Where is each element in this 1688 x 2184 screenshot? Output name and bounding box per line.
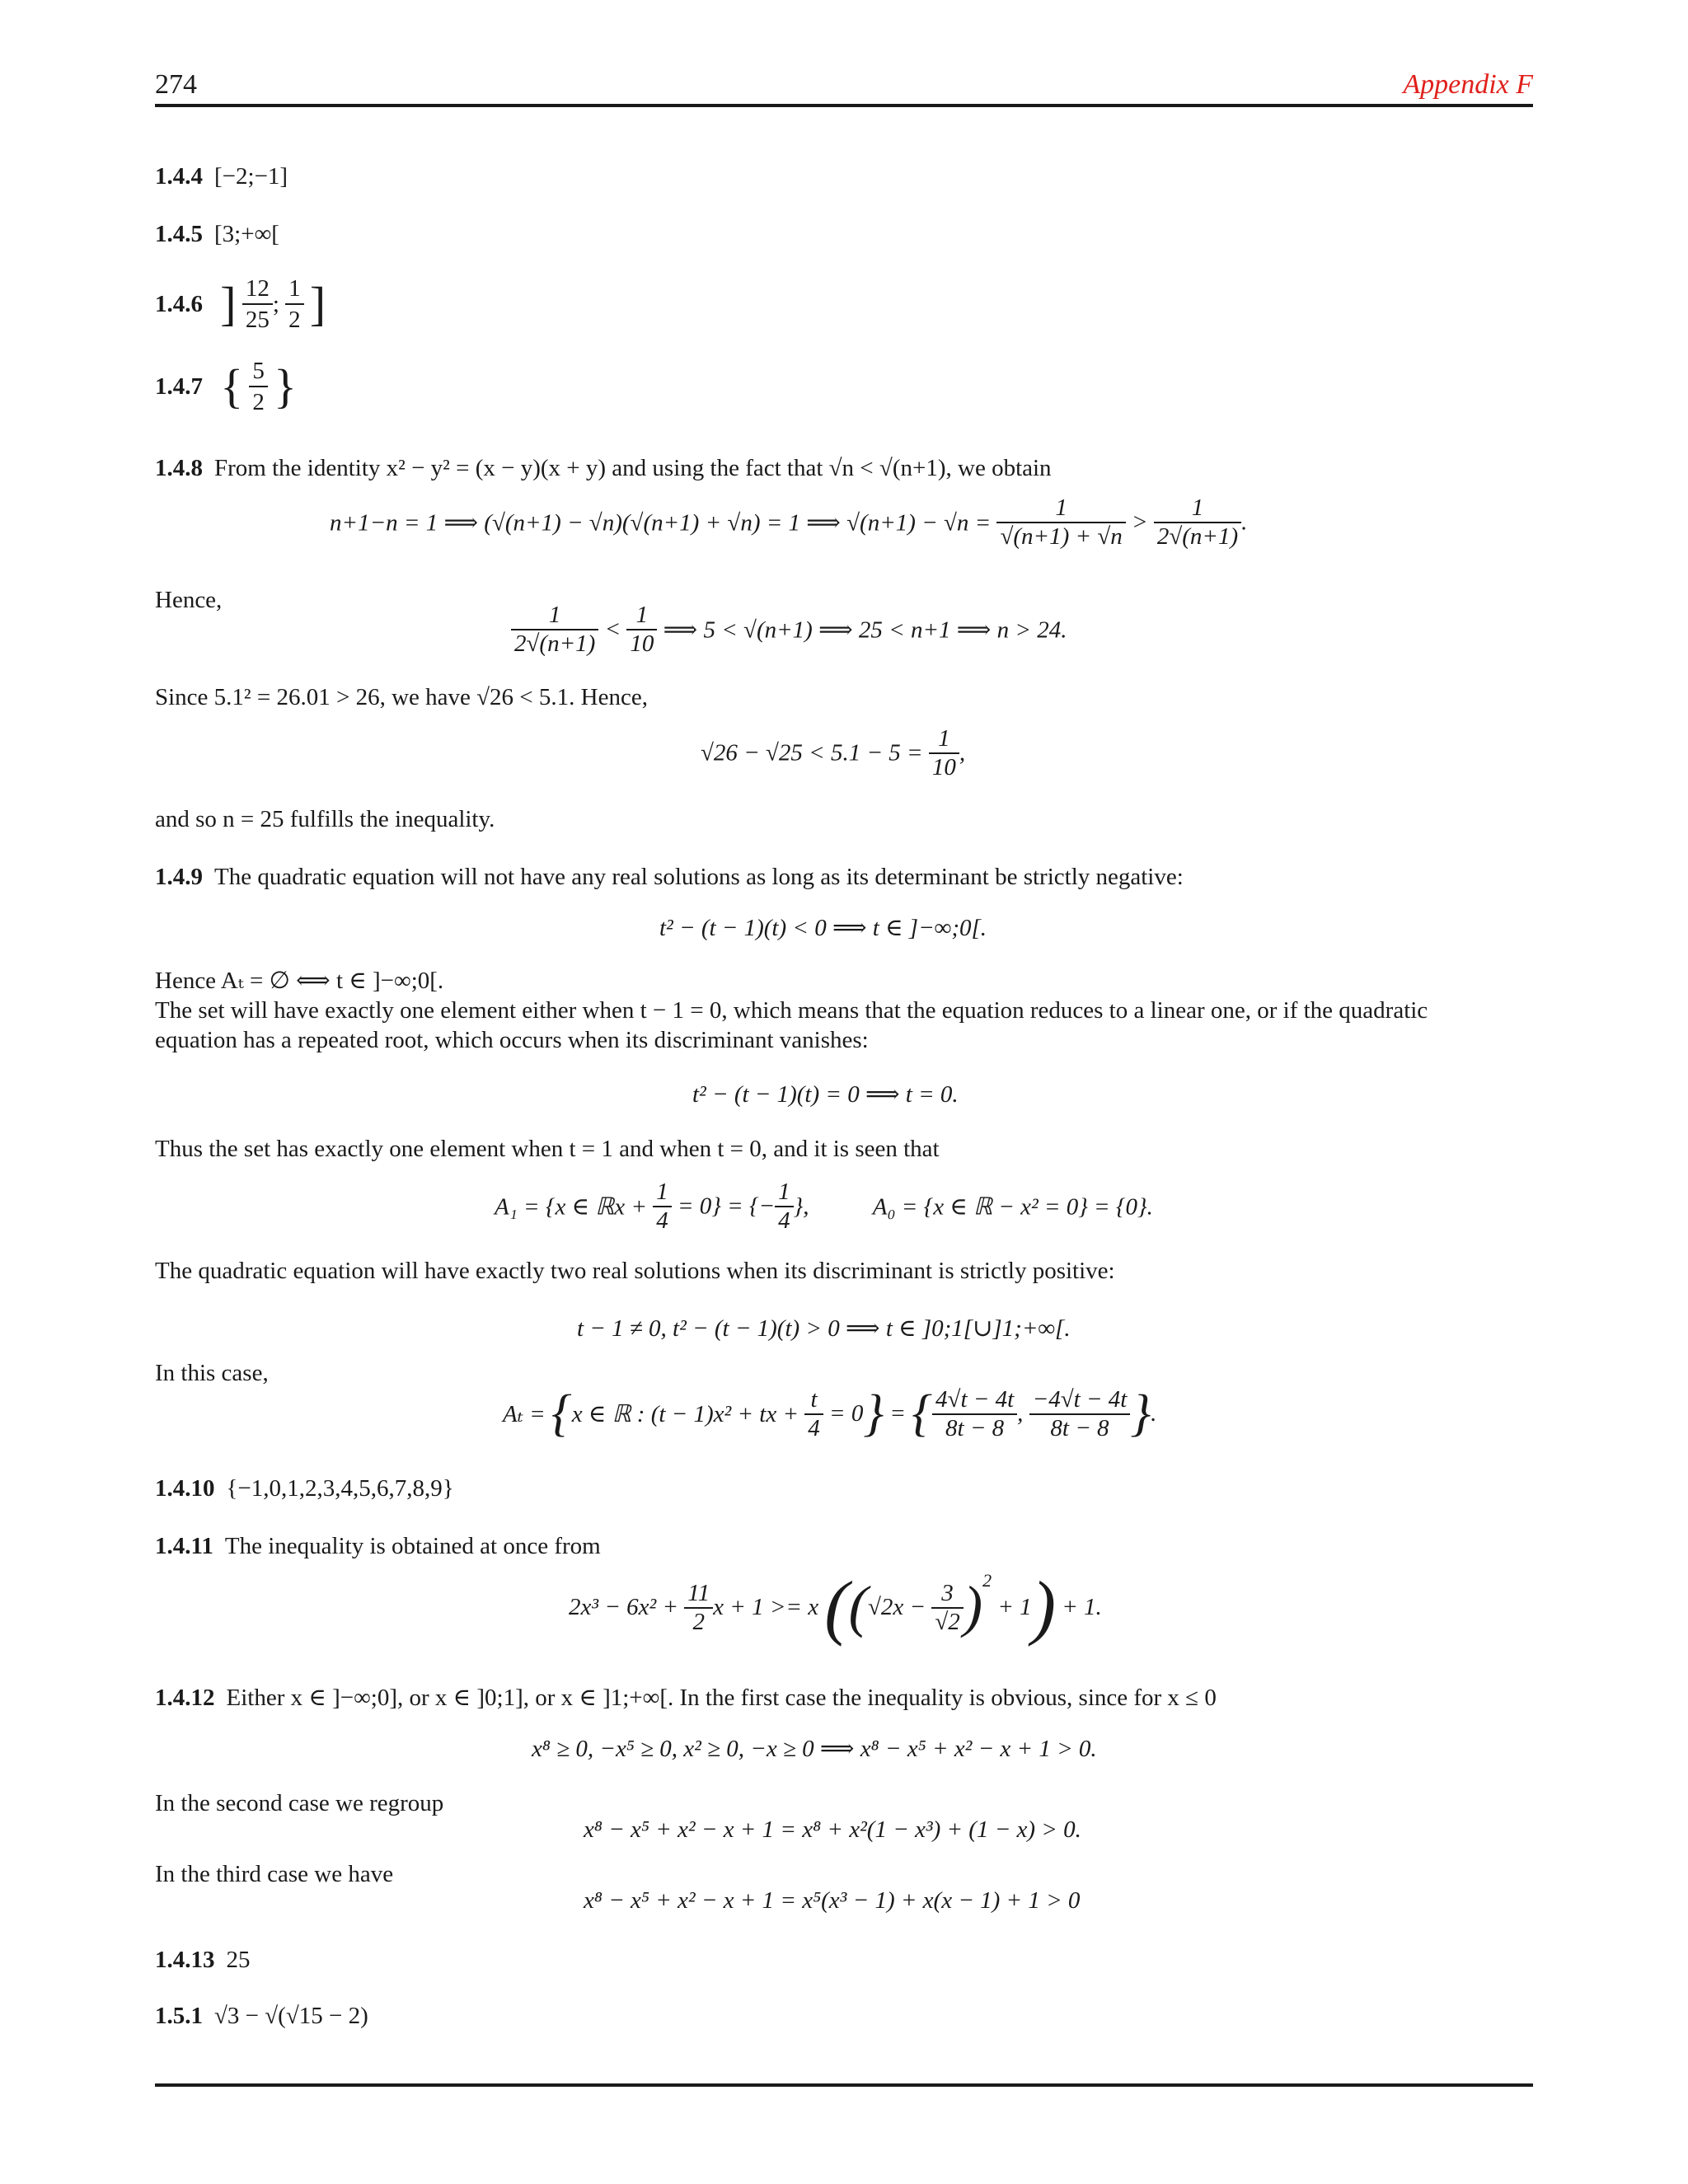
punctuation: .	[1241, 509, 1248, 536]
paragraph-line: In this case,	[155, 1360, 269, 1386]
answer-1-4-13	[155, 1945, 251, 1975]
equation-text: },	[793, 1193, 809, 1220]
fraction: $\frac{5}{2}$	[249, 356, 268, 418]
answer-label: 1.4.8	[155, 455, 203, 481]
fraction: $\frac{1}{4}$	[775, 1179, 794, 1235]
paragraph-line: In the second case we regroup	[155, 1790, 444, 1816]
paragraph-line: equation has a repeated root, which occurs when its discriminant vanishes:	[155, 1027, 869, 1053]
fraction: $\frac{11}{2}$	[684, 1580, 713, 1636]
answer-label: 1.5.1	[155, 2003, 203, 2029]
problem-1-4-11-intro	[155, 1531, 601, 1561]
equation-text: 2x³ − 6x² +	[569, 1594, 679, 1620]
close-paren: )	[963, 1575, 983, 1639]
operator: =	[889, 1400, 906, 1427]
answer-1-5-1	[155, 2001, 368, 2031]
answer-label: 1.4.11	[155, 1533, 213, 1559]
fraction: $\frac{1}{10}$	[626, 602, 657, 658]
answer-label: 1.4.9	[155, 864, 203, 890]
answer-label: 1.4.10	[155, 1475, 215, 1502]
equation-1-4-9-e	[503, 1385, 1156, 1443]
paragraph-line: In the third case we have	[155, 1861, 394, 1887]
answer-text: [3;+∞[	[214, 221, 279, 247]
paragraph: Either x ∈ ]−∞;0], or x ∈ ]0;1], or x ∈ ]1;+∞[. In the first case the inequality is obvious, since for x ≤ 0	[226, 1685, 1217, 1711]
problem-1-4-12-intro	[155, 1683, 1217, 1713]
answer-text: 25	[226, 1947, 251, 1973]
equation-text: x ∈ ℝ : (t − 1)x² + tx +	[571, 1401, 799, 1427]
answer-label: 1.4.7	[155, 373, 203, 401]
answer-1-4-4	[155, 162, 288, 191]
equation-text: √2x −	[867, 1594, 926, 1620]
fraction: $\frac{-4√t - 4t}{8t - 8}$	[1029, 1386, 1131, 1442]
answer-label: 1.4.5	[155, 221, 203, 247]
page-number: 274	[155, 69, 197, 100]
equation-1-4-8-a	[330, 494, 1247, 551]
answer-label: 1.4.12	[155, 1685, 215, 1711]
equation-text: n+1−n = 1 ⟹ (√(n+1) − √n)(√(n+1) + √n) = 1 ⟹ √(n+1) − √n =	[330, 509, 992, 537]
equation-1-4-9-a: t² − (t − 1)(t) < 0 ⟹ t ∈ ]−∞;0[.	[659, 915, 987, 941]
open-brace: {	[220, 359, 244, 413]
operator: >	[1132, 509, 1148, 536]
equation-1-4-8-c	[701, 725, 965, 781]
open-paren: (	[848, 1575, 868, 1639]
paragraph: From the identity x² − y² = (x − y)(x + y) and using the fact that √n < √(n+1), we obtain	[214, 455, 1052, 481]
equation-text: A₁ = {x ∈ ℝx +	[495, 1193, 647, 1221]
equation-text: √26 − √25 < 5.1 − 5 =	[701, 739, 923, 766]
equation-text: ⟹ 5 < √(n+1) ⟹ 25 < n+1 ⟹ n > 24.	[663, 616, 1067, 644]
header-rule	[155, 104, 1533, 107]
answer-1-4-10	[155, 1474, 454, 1503]
open-brace: {	[912, 1385, 933, 1441]
equation-1-4-8-b	[511, 602, 1067, 658]
problem-1-4-8-intro	[155, 453, 1052, 483]
separator: ;	[272, 291, 279, 318]
paragraph-since: Since 5.1² = 26.01 > 26, we have √26 < 5.1. Hence,	[155, 684, 648, 710]
equation-1-4-12-b: x⁸ − x⁵ + x² − x + 1 = x⁸ + x²(1 − x³) + (1 − x) > 0.	[584, 1816, 1081, 1843]
paragraph-line: Hence Aₜ = ∅ ⟺ t ∈ ]−∞;0[.	[155, 968, 444, 994]
open-paren: (	[824, 1568, 849, 1647]
answer-text: √3 − √(√15 − 2)	[214, 2003, 368, 2029]
equation-text: + 1	[997, 1594, 1032, 1620]
close-paren: )	[1031, 1568, 1056, 1647]
equation-text: + 1.	[1062, 1594, 1102, 1620]
equation-text: x + 1 >= x	[713, 1594, 819, 1620]
paragraph: The quadratic equation will not have any real solutions as long as its determinant be strictly negative:	[214, 864, 1184, 890]
open-brace: {	[551, 1385, 572, 1441]
close-brace: }	[1130, 1385, 1151, 1441]
answer-1-4-7	[155, 356, 297, 418]
paragraph-line: The quadratic equation will have exactly two real solutions when its discriminant is strictly positive:	[155, 1258, 1115, 1284]
fraction: $\frac{t}{4}$	[804, 1386, 823, 1442]
fraction: $\frac{3}{√2}$	[931, 1580, 963, 1636]
close-brace: }	[863, 1385, 884, 1441]
footer-rule	[155, 2083, 1533, 2087]
equation-1-4-9-d: t − 1 ≠ 0, t² − (t − 1)(t) > 0 ⟹ t ∈ ]0;1[∪]1;+∞[.	[577, 1315, 1071, 1342]
exponent: 2	[982, 1570, 992, 1591]
equation-1-4-12-c: x⁸ − x⁵ + x² − x + 1 = x⁵(x³ − 1) + x(x − 1) + 1 > 0	[584, 1887, 1081, 1914]
fraction: $\frac{1}{10}$	[929, 725, 959, 781]
operator: <	[604, 616, 621, 643]
equation-text: = 0} = {−	[677, 1193, 776, 1220]
equation-text: Aₜ =	[503, 1401, 546, 1427]
equation-1-4-12-a: x⁸ ≥ 0, −x⁵ ≥ 0, x² ≥ 0, −x ≥ 0 ⟹ x⁸ − x⁵ + x² − x + 1 > 0.	[532, 1736, 1097, 1762]
punctuation: .	[1151, 1400, 1157, 1427]
fraction: $\frac{1}{2}$	[285, 274, 304, 335]
punctuation: ,	[959, 739, 966, 766]
answer-label: 1.4.13	[155, 1947, 215, 1973]
problem-1-4-9-intro	[155, 862, 1184, 892]
equation-1-4-9-b: t² − (t − 1)(t) = 0 ⟹ t = 0.	[692, 1081, 959, 1108]
answer-text: {−1,0,1,2,3,4,5,6,7,8,9}	[226, 1475, 454, 1502]
paragraph-line: The set will have exactly one element either when t − 1 = 0, which means that the equation reduces to a linear one, or if the quadratic	[155, 997, 1428, 1024]
answer-label: 1.4.6	[155, 291, 203, 318]
close-brace: }	[274, 359, 297, 413]
paragraph-conclusion: and so n = 25 fulfills the inequality.	[155, 806, 495, 832]
punctuation: ,	[1017, 1400, 1024, 1427]
fraction: $\frac{1}{2√(n+1)}$	[511, 602, 598, 658]
equation-1-4-11	[569, 1566, 1102, 1649]
answer-label: 1.4.4	[155, 163, 203, 190]
answer-1-4-5	[155, 219, 279, 249]
equation-1-4-9-c	[495, 1179, 1153, 1235]
fraction: $\frac{1}{√(n+1) + √n}$	[996, 494, 1125, 551]
paragraph: The inequality is obtained at once from	[224, 1533, 601, 1559]
answer-text: [−2;−1]	[214, 163, 288, 190]
running-head: Appendix F	[1403, 69, 1533, 100]
equation-text: = 0	[829, 1400, 864, 1427]
answer-1-4-6	[155, 274, 326, 335]
fraction: $\frac{12}{25}$	[242, 274, 273, 335]
fraction: $\frac{1}{2√(n+1)}$	[1154, 494, 1241, 551]
close-bracket: ]	[309, 277, 326, 330]
fraction: $\frac{1}{4}$	[653, 1179, 672, 1235]
fraction: $\frac{4√t - 4t}{8t - 8}$	[932, 1386, 1017, 1442]
paragraph-hence: Hence,	[155, 587, 223, 613]
paragraph-line: Thus the set has exactly one element when t = 1 and when t = 0, and it is seen that	[155, 1136, 940, 1162]
open-bracket: ]	[220, 277, 237, 330]
equation-text: A₀ = {x ∈ ℝ − x² = 0} = {0}.	[872, 1193, 1153, 1221]
